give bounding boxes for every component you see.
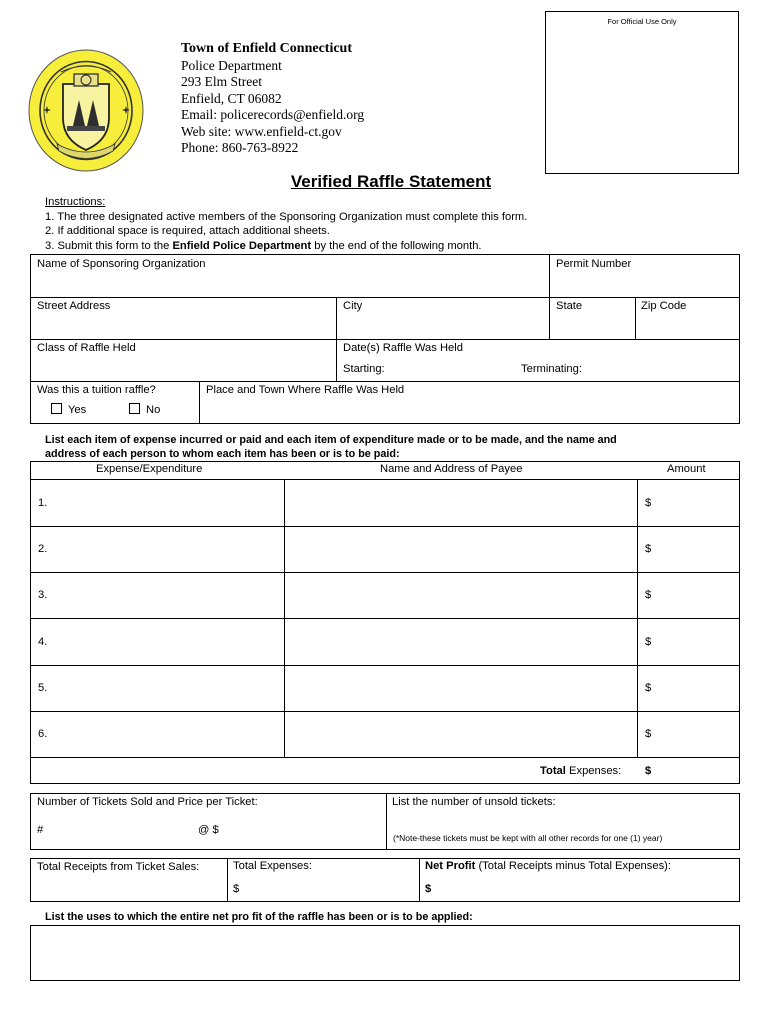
checkbox-icon: [129, 403, 140, 414]
tuition-no-checkbox[interactable]: [129, 403, 160, 416]
tuition-raffle-label: Was this a tuition raffle?: [37, 384, 156, 396]
divider: [31, 711, 739, 712]
divider: [31, 381, 739, 382]
amount-currency: $: [645, 682, 652, 694]
instruction-3: [45, 239, 527, 254]
divider: [31, 297, 739, 298]
checkbox-icon: [51, 403, 62, 414]
divider: [419, 859, 420, 901]
expense-heading-line1: List each item of expense incurred or paid and each item of expenditure made or to be made, and the name and: [45, 434, 617, 446]
divider: [227, 859, 228, 901]
instruction-2: 2. If additional space is required, attach additional sheets.: [45, 225, 330, 238]
expense-row-number: 6.: [38, 728, 48, 740]
amount-currency: $: [645, 589, 652, 601]
column-header-expense: Expense/Expenditure: [96, 463, 203, 475]
divider: [549, 255, 550, 339]
raffle-class-field[interactable]: Class of Raffle Held: [37, 342, 136, 354]
tickets-count-field[interactable]: #: [37, 824, 44, 836]
tuition-yes-checkbox[interactable]: [51, 403, 86, 416]
uses-heading: List the uses to which the entire net pro fit of the raffle has been or is to be applied:: [45, 911, 473, 923]
total-bold: Total: [540, 765, 566, 777]
divider: [31, 526, 739, 527]
amount-currency: $: [645, 543, 652, 555]
expense-row-number: 5.: [38, 682, 48, 694]
state-field[interactable]: State: [556, 300, 583, 312]
terminating-date-field[interactable]: Terminating:: [521, 363, 582, 375]
divider: [31, 479, 739, 480]
net-profit-label: [425, 860, 671, 872]
raffle-dates-label: Date(s) Raffle Was Held: [343, 342, 463, 354]
divider: [31, 339, 739, 340]
phone-line: Phone: 860-763-8922: [181, 140, 299, 155]
divider: [31, 665, 739, 666]
tickets-section: [30, 793, 740, 850]
street-address-field[interactable]: Street Address: [37, 300, 111, 312]
amount-currency: $: [645, 636, 652, 648]
starting-date-field[interactable]: Starting:: [343, 363, 385, 375]
expense-row-number: 1.: [38, 497, 48, 509]
town-seal-icon: [27, 48, 145, 173]
org-name-field[interactable]: Name of Sponsoring Organization: [37, 258, 206, 270]
instruction-3-bold: Enfield Police Department: [172, 239, 312, 252]
email-line: Email: policerecords@enfield.org: [181, 107, 365, 122]
department-name: Police Department: [181, 57, 282, 73]
unsold-tickets-field[interactable]: List the number of unsold tickets:: [392, 796, 556, 808]
city-state-zip: Enfield, CT 06082: [181, 90, 282, 106]
amount-currency: $: [645, 728, 652, 740]
expense-table: [30, 461, 740, 784]
expense-heading-line2: address of each person to whom each item has been or is to be paid:: [45, 448, 400, 460]
town-name: Town of Enfield Connecticut: [181, 41, 353, 56]
expense-row-number: 2.: [38, 543, 48, 555]
totals-section: [30, 858, 740, 902]
raffle-place-field[interactable]: Place and Town Where Raffle Was Held: [206, 384, 405, 396]
instructions-heading: Instructions:: [45, 196, 106, 208]
tickets-sold-label: Number of Tickets Sold and Price per Ticket:: [37, 796, 258, 808]
divider: [199, 381, 200, 424]
form-title: [0, 172, 770, 192]
instructions: [45, 195, 527, 253]
column-header-payee: Name and Address of Payee: [380, 463, 523, 475]
total-expenses-label: [540, 765, 621, 777]
total-expenses-summary-label: Total Expenses:: [233, 860, 312, 872]
unsold-tickets-note: (*Note-these tickets must be kept with all other records for one (1) year): [393, 833, 663, 843]
official-use-box: [545, 11, 739, 174]
total-receipts-field[interactable]: Total Receipts from Ticket Sales:: [37, 861, 200, 873]
website-line: Web site: www.enfield-ct.gov: [181, 123, 342, 139]
column-header-amount: Amount: [667, 463, 706, 475]
total-expenses-field[interactable]: $: [645, 765, 652, 777]
instruction-1: 1. The three designated active members of the Sponsoring Organization must complete this form.: [45, 210, 528, 223]
yes-label: Yes: [68, 404, 87, 416]
total-rest: Expenses:: [569, 765, 622, 777]
net-profit-field[interactable]: $: [425, 883, 432, 895]
instruction-3-suffix: by the end of the following month.: [314, 239, 482, 252]
organization-section: [30, 254, 740, 424]
letterhead: [181, 41, 364, 157]
divider: [336, 297, 337, 381]
instruction-3-prefix: 3. Submit this form to the: [45, 239, 170, 252]
divider: [31, 572, 739, 573]
amount-currency: $: [645, 497, 652, 509]
uses-field[interactable]: [30, 925, 740, 981]
divider: [386, 794, 387, 849]
ticket-price-field[interactable]: @ $: [198, 824, 219, 836]
divider: [31, 757, 739, 758]
net-profit-bold: Net Profit: [425, 860, 476, 872]
expense-heading: [45, 433, 617, 461]
official-use-label: For Official Use Only: [607, 17, 677, 26]
form-title-text: Verified Raffle Statement: [290, 172, 492, 191]
city-field[interactable]: City: [343, 300, 363, 312]
street-address: 293 Elm Street: [181, 74, 262, 89]
zip-code-field[interactable]: Zip Code: [641, 300, 687, 312]
expense-row-number: 3.: [38, 589, 48, 601]
divider: [31, 618, 739, 619]
no-label: No: [146, 404, 161, 416]
expense-row-number: 4.: [38, 636, 48, 648]
total-expenses-summary-field[interactable]: $: [233, 883, 240, 895]
divider: [635, 297, 636, 339]
permit-number-field[interactable]: Permit Number: [556, 258, 632, 270]
net-profit-rest: (Total Receipts minus Total Expenses):: [478, 860, 672, 872]
